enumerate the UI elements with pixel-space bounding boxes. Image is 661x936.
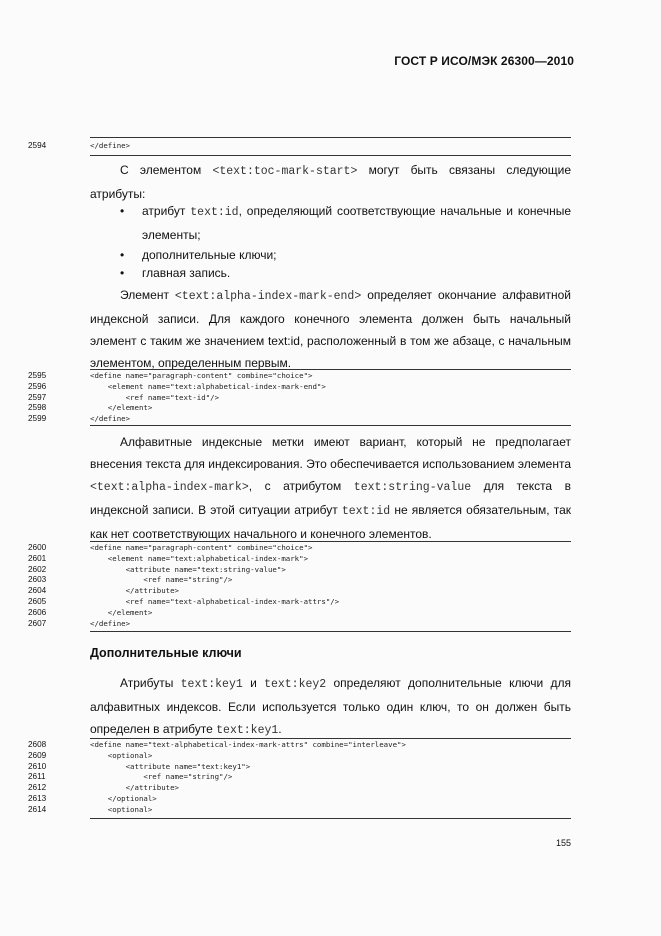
para4-text-4: .: [278, 722, 282, 736]
para3-code-3: text:id: [341, 505, 391, 518]
line-number: 2604: [28, 586, 47, 596]
bullet-icon: •: [120, 248, 125, 262]
para4-code-1: text:key1: [180, 678, 243, 691]
paragraph-2: [90, 284, 571, 374]
line-number: 2613: [28, 793, 47, 803]
code-block-3: [28, 541, 571, 632]
code-line: [28, 392, 571, 404]
code-line: [28, 140, 571, 151]
code-line: [28, 575, 571, 586]
bullet-item-3: [120, 262, 571, 284]
code-text: <optional>: [90, 804, 153, 814]
code-text: <ref name="text-alphabetical-index-mark-attrs"/>: [90, 596, 340, 606]
line-number: 2597: [28, 392, 47, 402]
para4-text-1: Атрибуты: [120, 676, 174, 690]
line-number: 2603: [28, 575, 47, 585]
code-line: [28, 381, 571, 393]
code-line: [28, 793, 571, 805]
code-text: </attribute>: [90, 783, 179, 793]
code-text: </element>: [90, 607, 153, 617]
para4-text-3: определяют дополнительные ключи для алфавитных индексов. Если используется только один ключ, то он должен быть определен в атрибуте: [90, 676, 571, 736]
para1-code-1: <text:toc-mark-start>: [212, 165, 358, 178]
code-text: </element>: [90, 403, 153, 413]
paragraph-3: [90, 431, 571, 545]
code-line: [28, 543, 571, 554]
bullet-text: атрибут: [142, 204, 186, 218]
para2-text-2: определяет окончание алфавитной индексной записи. Для каждого конечного элемента должен быть начальный элемент с таким же значением text:id, расположенный в том же абзаце, с начальным элементом, определенным первым.: [90, 288, 571, 370]
document-header: ГОСТ Р ИСО/МЭК 26300—2010: [394, 54, 574, 68]
line-number: 2598: [28, 403, 47, 413]
line-number: 2606: [28, 607, 47, 617]
line-number: 2611: [28, 772, 46, 782]
bullet-icon: •: [120, 204, 125, 218]
code-text: </define>: [90, 141, 131, 150]
para2-code-1: <text:alpha-index-mark-end>: [174, 290, 362, 303]
code-text: <define name="paragraph-content" combine="choice">: [90, 371, 313, 380]
code-line: [28, 371, 571, 382]
para4-code-2: text:key2: [264, 678, 327, 691]
code-line: [28, 564, 571, 576]
code-line: [28, 761, 571, 773]
code-text: <ref name="string"/>: [90, 575, 233, 585]
bullet-code: text:id: [190, 206, 239, 219]
code-block-2: [28, 369, 571, 426]
code-line: [28, 553, 571, 565]
line-number: 2610: [28, 761, 47, 771]
code-line: [28, 618, 571, 630]
code-text: <attribute name="text:string-value">: [90, 564, 286, 574]
para3-code-2: text:string-value: [353, 481, 472, 494]
code-line: [28, 740, 571, 751]
code-line: [28, 804, 571, 816]
para3-text-1: Алфавитные индексные метки имеют вариант, который не предполагает внесения текста для индексирования. Это обеспечивается использованием элемента: [90, 435, 571, 471]
line-number: 2608: [28, 740, 47, 749]
code-block-1: [28, 137, 571, 156]
code-line: [28, 750, 571, 762]
line-number: 2594: [28, 141, 47, 150]
line-number: 2605: [28, 596, 47, 606]
code-text: <optional>: [90, 750, 153, 760]
paragraph-4: [90, 672, 571, 742]
line-number: 2601: [28, 553, 47, 563]
code-line: [28, 403, 571, 414]
code-line: [28, 596, 571, 608]
line-number: 2607: [28, 618, 47, 628]
bullet-icon: •: [120, 266, 125, 280]
code-line: [28, 414, 571, 425]
line-number: 2609: [28, 750, 47, 760]
para3-code-1: <text:alpha-index-mark>: [90, 481, 249, 494]
para4-text-2: и: [250, 676, 257, 690]
line-number: 2599: [28, 414, 47, 424]
line-number: 2602: [28, 564, 47, 574]
para4-code-3: text:key1: [216, 724, 279, 737]
page-number: 155: [555, 838, 571, 848]
bullet-text: дополнительные ключи;: [142, 248, 277, 262]
code-text: <attribute name="text:key1">: [90, 761, 251, 771]
code-line: [28, 772, 571, 783]
code-block-4: [28, 738, 571, 819]
bullet-text: , определяющий соответствующие начальные и конечные элементы;: [142, 204, 571, 242]
code-text: <ref name="string"/>: [90, 772, 233, 782]
line-number: 2596: [28, 381, 47, 391]
para1-text-1: С элементом: [120, 163, 202, 177]
line-number: 2600: [28, 543, 47, 552]
bullet-text: главная запись.: [142, 266, 231, 280]
para1-text-2: могут быть связаны следующие атрибуты:: [90, 163, 572, 201]
code-text: </optional>: [90, 793, 157, 803]
code-text: <define name="text-alphabetical-index-mark-attrs" combine="interleave">: [90, 740, 406, 749]
code-text: <element name="text:alphabetical-index-mark">: [90, 553, 309, 563]
bullet-item-1: [120, 200, 571, 246]
code-text: </attribute>: [90, 586, 179, 596]
para3-text-2: , с атрибутом: [248, 479, 342, 493]
para2-text-1: Элемент: [120, 288, 169, 302]
para3-text-3: для текста в индексной записи. В этой ситуации атрибут: [90, 479, 571, 517]
code-text: <define name="paragraph-content" combine="choice">: [90, 543, 313, 552]
line-number: 2614: [28, 804, 47, 814]
section-heading: Дополнительные ключи: [90, 646, 242, 660]
para3-text-4: не является обязательным, так как нет соответствующих начального и конечного элементов.: [90, 503, 571, 541]
code-line: [28, 783, 571, 794]
line-number: 2595: [28, 371, 47, 380]
code-text: </define>: [90, 414, 131, 424]
code-text: <ref name="text-id"/>: [90, 392, 220, 402]
code-text: <element name="text:alphabetical-index-mark-end">: [90, 381, 326, 391]
paragraph-1: [90, 159, 571, 205]
code-line: [28, 607, 571, 619]
code-line: [28, 586, 571, 597]
line-number: 2612: [28, 783, 47, 793]
code-text: </define>: [90, 618, 131, 628]
